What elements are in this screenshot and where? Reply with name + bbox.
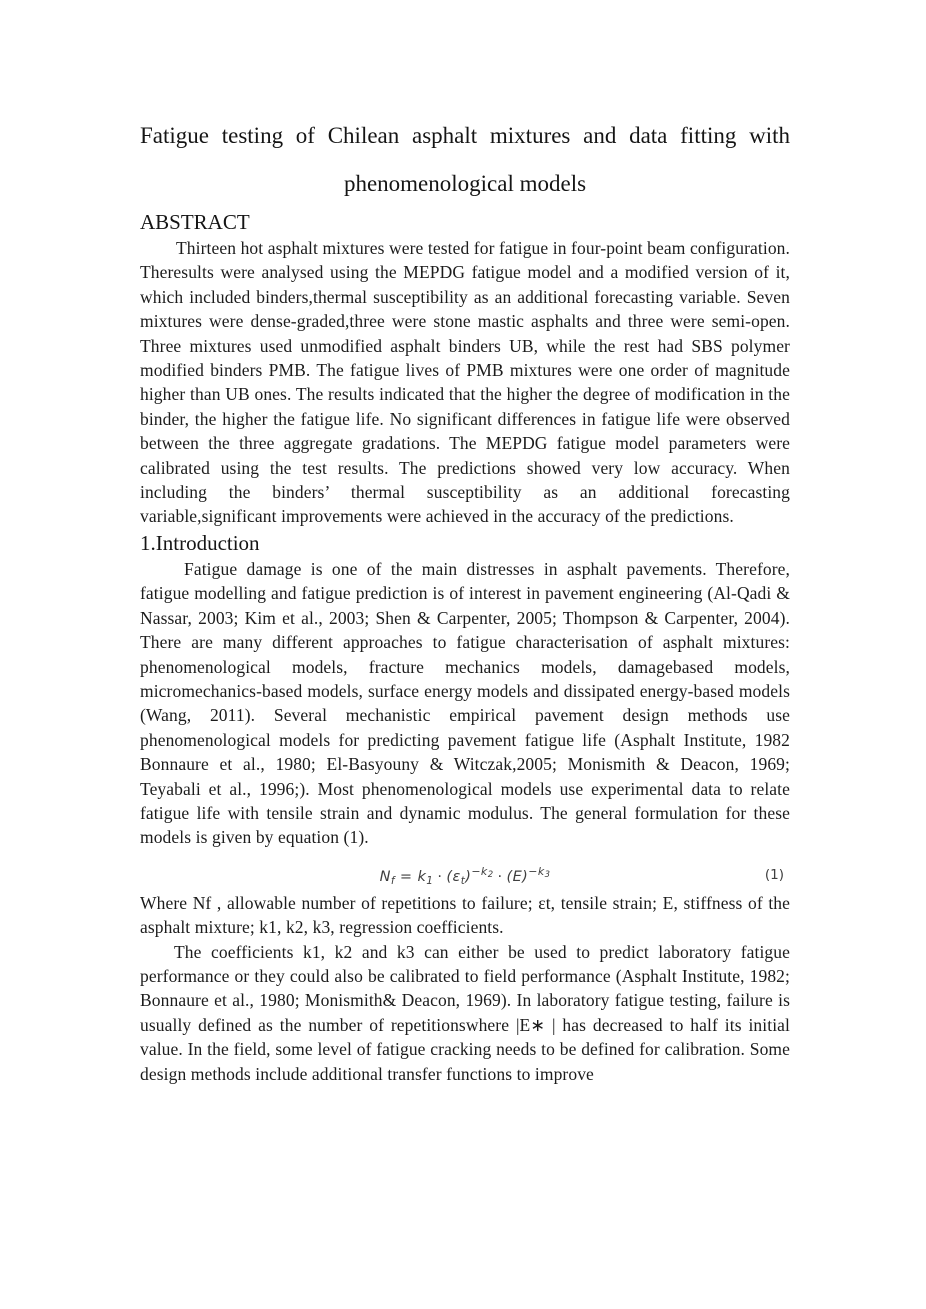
eq-k1: k: [417, 868, 427, 885]
introduction-heading: 1.Introduction: [140, 530, 260, 555]
eq-paren-open-2: (: [506, 868, 513, 885]
eq-exponent-2: −k3: [528, 864, 551, 880]
eq-paren-close-2: ): [522, 868, 529, 885]
eq-lhs: N: [379, 868, 391, 885]
introduction-paragraph-3: The coefficients k1, k2 and k3 can either be used to predict laboratory fatigue performance or they could also be calibrated to field performance (Asphalt Institute, 1982; Bonnaure et al., 1980; Monismith& Deacon, 1969). In laboratory fatigue testing, failure is usually defined as the number of repetitionswhere |E∗ | has decreased to half its initial value. In the field, some level of fatigue cracking needs to be defined for calibration. Some design methods include additional transfer functions to improve: [140, 941, 790, 1084]
eq-exponent-2-sub: 3: [544, 869, 551, 880]
eq-E: E: [512, 868, 523, 885]
eq-k1-sub: 1: [426, 874, 434, 887]
eq-paren-close-1: ): [465, 868, 472, 885]
paper-title-line-1: Fatigue testing of Chilean asphalt mixtures and data fitting with: [140, 123, 790, 148]
eq-cdot-2: ·: [497, 868, 503, 885]
page-content: [140, 0, 790, 1086]
eq-paren-open-1: (: [446, 868, 453, 885]
equation-1: [380, 865, 551, 887]
eq-cdot-1: ·: [437, 868, 443, 885]
eq-exponent-1-sub: 2: [487, 869, 494, 880]
abstract-heading: ABSTRACT: [140, 210, 250, 234]
eq-epsilon-sub: t: [460, 874, 466, 887]
eq-lhs-sub: f: [390, 874, 395, 887]
eq-exponent-1: −k2: [471, 864, 494, 880]
introduction-paragraph-2: Where Nf , allowable number of repetitions to failure; εt, tensile strain; E, stiffness of the asphalt mixture; k1, k2, k3, regression coefficients.: [140, 892, 790, 938]
paper-title: [140, 112, 790, 208]
introduction-paragraph-1: Fatigue damage is one of the main distresses in asphalt pavements. Therefore, fatigue modelling and fatigue prediction is of interest in pavement engineering (Al-Qadi & Nassar, 2003; Kim et al., 2003; Shen & Carpenter, 2005; Thompson & Carpenter, 2004). There are many different approaches to fatigue characterisation of asphalt mixtures: phenomenological models, fracture mechanics models, damagebased models, micromechanics-based models, surface energy models and dissipated energy-based models (Wang, 2011). Several mechanistic empirical pavement design methods use phenomenological models for predicting pavement fatigue life (Asphalt Institute, 1982 Bonnaure et al., 1980; El-Basyouny & Witczak,2005; Monismith & Deacon, 1969; Teyabali et al., 1996;). Most phenomenological models use experimental data to relate fatigue life with tensile strain and dynamic modulus. The general formulation for these models is given by equation (1).: [140, 558, 790, 848]
equation-number: (1): [764, 866, 784, 883]
equation-block: [140, 861, 790, 891]
paper-title-line-2: phenomenological models: [343, 171, 587, 196]
eq-equals: =: [399, 868, 413, 885]
abstract-paragraph: Thirteen hot asphalt mixtures were tested for fatigue in four-point beam configuration. Theresults were analysed using the MEPDG fatigue model and a modified version of it, which included binders,thermal susceptibility as an additional forecasting variable. Seven mixtures were dense-graded,three were stone mastic asphalts and three were semi-open. Three mixtures used unmodified asphalt binders UB, while the rest had SBS polymer modified binders PMB. The fatigue lives of PMB mixtures were one order of magnitude higher than UB ones. The results indicated that the higher the degree of modification in the binder, the higher the fatigue life. No significant differences in fatigue life were observed between the three aggregate gradations. The MEPDG fatigue model parameters were calibrated using the test results. The predictions showed very low accuracy. When including the binders’ thermal susceptibility as an additional forecasting variable,significant improvements were achieved in the accuracy of the predictions.: [140, 238, 790, 527]
eq-epsilon: ε: [452, 868, 461, 885]
